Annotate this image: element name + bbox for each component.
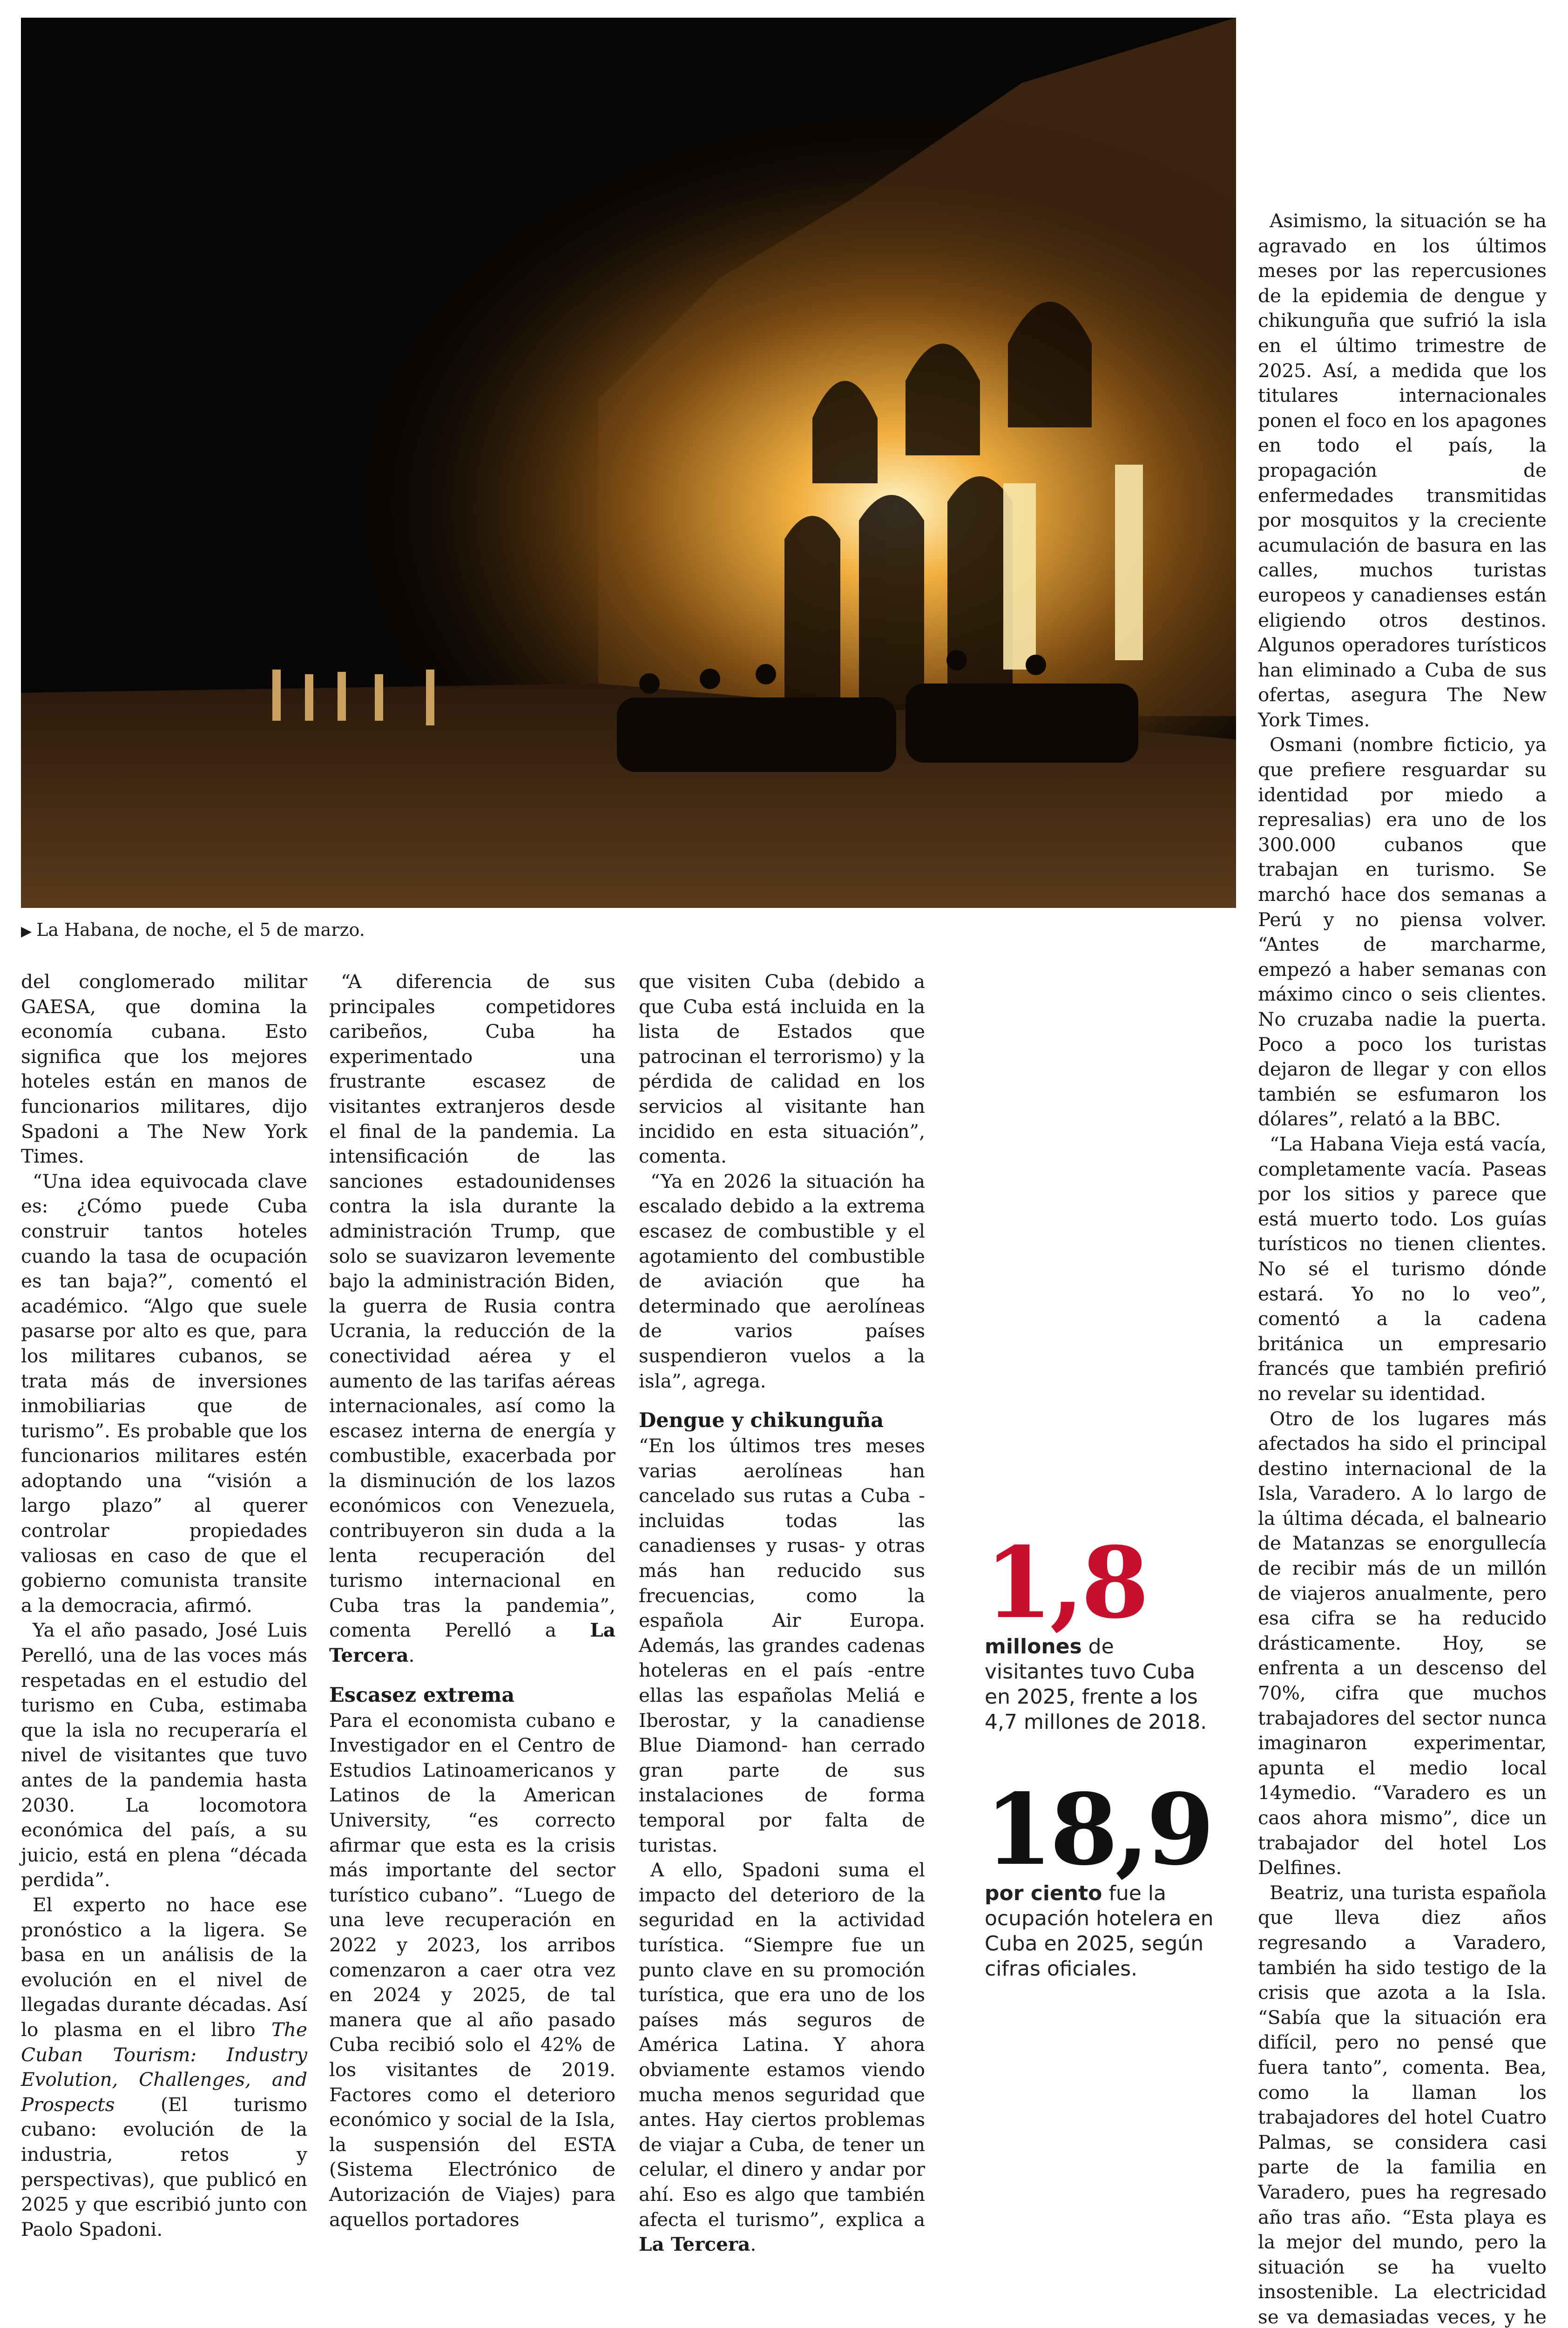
stat-unit: millones <box>985 1635 1082 1658</box>
paragraph: Ya el año pasado, José Luis Perelló, una de las voces más respetadas en el estudio del turismo en Cuba, estimaba que la isla no recuperaría el nivel de visitantes que tuvo antes de la pandemia hasta 2030. La locomotora económica del país, a su juicio, está en plena “década perdida”. <box>21 1619 307 1891</box>
paragraph: “Ya en 2026 la situación ha escalado debido a la extrema escasez de combustible y el agotamiento del combustible de aviación que ha determinado que aerolíneas de varios países suspendieron vuelos a la isla”, agrega. <box>639 1170 925 1392</box>
stat-number: 1,8 <box>985 1525 1147 1640</box>
text-run: El experto no hace ese pronóstico a la ligera. Se basa en un análisis de la evolución en el nivel de llegadas durante décadas. Así lo plasma en el libro <box>21 1893 307 2041</box>
paragraph: Osmani (nombre ficticio, ya que prefiere resguardar su identidad por miedo a represalias) era uno de los 300.000 cubanos que trabajan en turismo. Se marchó hace dos semanas a Perú y no piensa volver. “Antes de marcharme, empezó a haber semanas con máximo cinco o seis clientes. No cruzaba nadie la puerta. Poco a poco los turistas dejaron de llegar y con ellos también se esfumaron los dólares”, relató a la BBC. <box>1258 733 1547 1130</box>
paragraph: Asimismo, la situación se ha agravado en los últimos meses por las repercusiones de la epidemia de dengue y chikunguña que sufrió la isla en el último trimestre de 2025. Así, a medida que los titulares internacionales ponen el foco en los apagones en todo el país, la propagación de enfermedades transmitidas por mosquitos y la creciente acumulación de basura en las calles, muchos turistas europeos y canadienses están eligiendo otros destinos. Algunos operadores turísticos han eliminado a Cuba de sus ofertas, asegura The New York Times. <box>1258 210 1547 731</box>
paragraph: Para el economista cubano e Investigador en el Centro de Estudios Latinoamericanos y Latinos de la American University, “es correcto afirmar que esta es la crisis más importante del sector turístico cubano”. “Luego de una leve recuperación en 2022 y 2023, los arribos comenzaron a caer otra vez en 2024 y 2025, de tal manera que al año pasado Cuba recibió solo el 42% de los visitantes de 2019. Factores como el deterioro económico y social de la Isla, la suspensión del ESTA (Sistema Electrónico de Autorización de Viajes) para aquellos portadores <box>329 1709 615 2231</box>
paragraph <box>1258 1881 1547 2328</box>
paragraph: que visiten Cuba (debido a que Cuba está incluida en la lista de Estados que patrocinan el terrorismo) y la pérdida de calidad en los servicios al visitante han incidido en esta situación”, comenta. <box>639 970 925 1168</box>
text-run: “A diferencia de sus principales competidores caribeños, Cuba ha experimentado una frustrante escasez de visitantes extranjeros desde el final de la pandemia. La intensificación de las sanciones estadounidenses contra la isla durante la administración Trump, que solo se suavizaron levemente bajo la administración Biden, la guerra de Rusia contra Ucrania, la reducción de la conectividad aérea y el aumento de las tarifas aéreas internacionales, así como la escasez interna de energía y combustible, exacerbada por la disminución de los lazos económicos con Venezuela, contribuyeron sin duda a la lenta recuperación del turismo internacional en Cuba tras la pandemia”, comenta Perelló a <box>329 970 615 1642</box>
paragraph <box>329 969 615 1668</box>
publication-name: La Tercera <box>329 1619 615 1667</box>
stat-number: 18,9 <box>985 1772 1212 1887</box>
section-heading: Escasez extrema <box>329 1683 515 1707</box>
caption-marker: ▶ <box>21 923 32 940</box>
paragraph: “La Habana Vieja está vacía, completamente vacía. Paseas por los sitios y parece que está muerto todo. Los guías turísticos no tienen clientes. No sé el turismo dónde estará. Yo no lo veo”, comentó a la cadena británica un empresario francés que también prefirió no revelar su identidad. <box>1258 1132 1547 1405</box>
stat-text: de visitantes tuvo Cuba en 2025, frente a los 4,7 millones de 2018. <box>985 1635 1207 1734</box>
paragraph: Otro de los lugares más afectados ha sido el principal destino internacional de la Isla, Varadero. A lo largo de la última década, el balneario de Matanzas se enorgullecía de recibir más de un millón de viajeros anualmente, pero esa cifra se ha reducido drásticamente. Hoy, se enfrenta a un descenso del 70%, cifra que muchos trabajadores del sector nunca imaginaron experimentar, apunta el medio local 14ymedio. “Varadero es un caos ahora mismo”, dice un trabajador del hotel Los Delfines. <box>1258 1407 1547 1879</box>
paragraph: del conglomerado militar GAESA, que domina la economía cubana. Esto significa que los mejores hoteles están en manos de funcionarios militares, dijo Spadoni a The New York Times. <box>21 970 307 1168</box>
text-run: . <box>750 2233 757 2256</box>
paragraph <box>639 1858 925 2257</box>
article-column-1 <box>21 969 307 2242</box>
photo-caption <box>21 918 1231 943</box>
night-street-photo <box>21 18 1236 908</box>
text-run: A ello, Spadoni suma el impacto del deterioro de la seguridad en la actividad turística. “Siempre fue un punto clave en su promoción turística, que era uno de los países más seguros de América Latina. Y ahora obviamente estamos viendo mucha menos seguridad que antes. Hay ciertos problemas de viajar a Cuba, de tener un celular, el dinero y andar por ahí. Eso es algo que también afecta el turismo”, explica a <box>639 1859 925 2231</box>
article-column-5 <box>1258 209 1547 2328</box>
section-heading: Dengue y chikunguña <box>639 1409 884 1433</box>
article-photo <box>21 18 1236 908</box>
stat-description <box>985 1634 1217 1735</box>
paragraph <box>21 1893 307 2242</box>
text-run: Beatriz, una turista española que lleva diez años regresando a Varadero, también ha sido testigo de la crisis que azota a la Isla. “Sabía que la situación era difícil, pero no pensé que fuera tanto”, comenta. Bea, como la llaman los trabajadores del hotel Cuatro Palmas, se considera casi parte de la familia en Varadero, pues ha regresado año tras año. “Esta playa es la mejor del mundo, pero la situación se ha vuelto insostenible. La electricidad se va demasiadas veces, y he <box>1258 1881 1547 2328</box>
stat-occupancy <box>985 1772 1217 1982</box>
publication-name: La Tercera <box>639 2233 750 2256</box>
caption-text: La Habana, de noche, el 5 de marzo. <box>36 920 365 940</box>
text-run: . <box>408 1644 415 1667</box>
article-column-3 <box>639 969 925 2257</box>
paragraph: “Una idea equivocada clave es: ¿Cómo puede Cuba construir tantos hoteles cuando la tasa de ocupación es tan baja?”, comentó el académico. “Algo que suele pasarse por alto es que, para los militares cubanos, se trata más de inversiones inmobiliarias que de turismo”. Es probable que los funcionarios militares estén adoptando una “visión a largo plazo” al querer controlar propiedades valiosas en caso de que el gobierno comunista transite a la democracia, afirmó. <box>21 1170 307 1617</box>
stat-visitors <box>985 1525 1217 1735</box>
text-run: (El turismo cubano: evolución de la industria, retos y perspectivas), que publicó en 2025 y que escribió junto con Paolo Spadoni. <box>21 2093 308 2240</box>
book-title: The Cuban Tourism: Industry Evolution, Challenges, and Prospects <box>21 2018 307 2116</box>
stat-text: fue la ocupación hotelera en Cuba en 2025, según cifras oficiales. <box>985 1881 1214 1981</box>
article-column-2 <box>329 969 615 2232</box>
paragraph: “En los últimos tres meses varias aerolíneas han cancelado sus rutas a Cuba -incluidas todas las canadienses y rusas- y otras más han reducido sus frecuencias, como la española Air Europa. Además, las grandes cadenas hoteleras en el país -entre ellas las españolas Meliá e Iberostar, y la canadiense Blue Diamond- han cerrado gran parte de sus instalaciones de forma temporal por falta de turistas. <box>639 1435 925 1856</box>
stat-description <box>985 1881 1217 1982</box>
stat-unit: por ciento <box>985 1881 1102 1905</box>
